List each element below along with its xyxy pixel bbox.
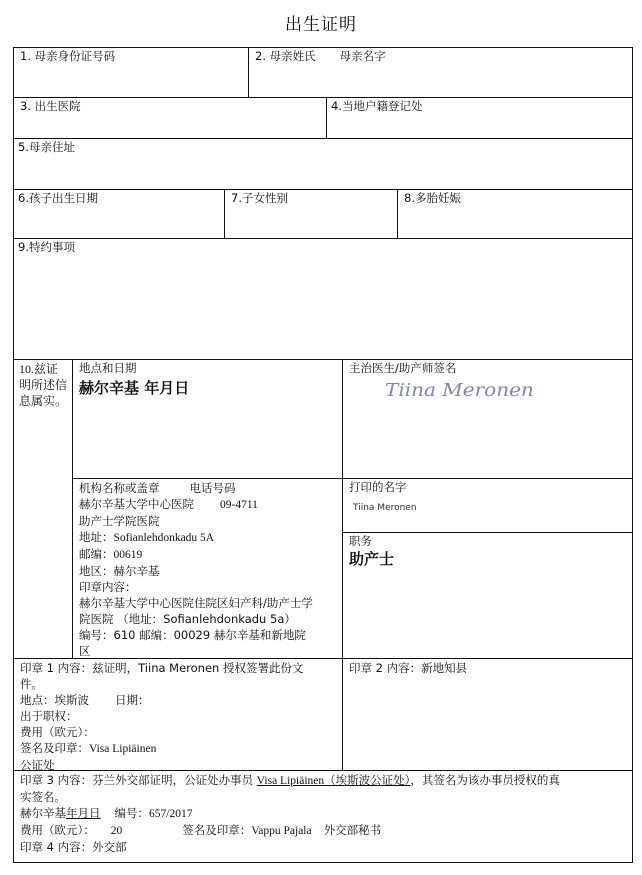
postcode-line <box>73 546 342 563</box>
field-birth-hospital[interactable] <box>13 97 327 139</box>
certification-label: 10.兹证明所述信息属实。 <box>19 362 68 408</box>
institution-line <box>73 496 342 513</box>
field-label: 9.特约事项 <box>18 240 75 254</box>
printed-name-value: Tiina Meronen <box>353 503 417 513</box>
place-date-value: 赫尔辛基 年月日 <box>79 379 190 397</box>
stamp1-fee: 费用（欧元）： <box>20 725 95 739</box>
stamp-line: 院医院 （地址：Sofianlehdonkadu 5a） <box>79 612 296 626</box>
institution-name: 赫尔辛基大学中心医院 <box>79 497 194 511</box>
stamp2-cell <box>342 658 633 771</box>
field-label: 7.子女性别 <box>231 191 288 205</box>
institution-cell[interactable] <box>72 478 343 659</box>
position-value: 助产士 <box>349 550 395 568</box>
position-label: 职务 <box>349 534 372 548</box>
stamp1-office: 公证处 <box>20 758 55 772</box>
stamp1-place-date <box>14 692 342 708</box>
stamp3-text: ，其签名为该办事员授权的真 <box>410 773 560 787</box>
postcode-value: 00619 <box>113 549 143 561</box>
place-date-label: 地点和日期 <box>79 361 137 375</box>
stamp3-signature-value: Vappu Pajala <box>251 825 312 837</box>
signature-label: 主治医生/助产师签名 <box>349 361 457 375</box>
address-label: 地址： <box>79 530 114 544</box>
address-line <box>73 529 342 546</box>
field-label: 6.孩子出生日期 <box>18 191 98 205</box>
field-mother-name[interactable] <box>248 47 633 98</box>
printed-name-label: 打印的名字 <box>349 480 407 494</box>
field-label <box>249 48 632 64</box>
stamp3-line2: 实签名。 <box>20 790 66 804</box>
institution-header <box>73 479 342 496</box>
place-date-cell[interactable] <box>72 359 343 479</box>
stamp-line: 赫尔辛基大学中心医院住院区妇产科/助产士学 <box>79 596 313 610</box>
stamp1-line: 件。 <box>20 677 43 691</box>
mother-surname-label: 2. 母亲姓氏 <box>255 49 316 63</box>
stamp1-signature <box>14 740 342 757</box>
stamp1-signature-value: Visa Lipiäinen <box>89 743 157 755</box>
district-value: 赫尔辛基 <box>113 564 160 578</box>
phone-value: 09-4711 <box>220 499 258 511</box>
stamp4-line: 印章 4 内容：外交部 <box>20 840 127 854</box>
phone-label: 电话号码 <box>189 481 236 495</box>
stamp3-notary-name: Visa Lipiäinen（埃斯波公证处） <box>256 775 411 787</box>
field-registry-office[interactable] <box>326 97 633 139</box>
certification-label-cell <box>13 359 73 659</box>
field-label: 1. 母亲身份证号码 <box>20 49 116 63</box>
stamp-label: 印章内容： <box>79 580 137 594</box>
stamp1-place: 地点：埃斯波 <box>20 693 89 707</box>
stamp3-text: 印章 3 内容：芬兰外交部证明，公证处办事员 <box>20 773 257 787</box>
printed-name-cell[interactable] <box>342 478 633 533</box>
field-label: 4.当地户籍登记处 <box>331 99 423 113</box>
stamp3-fee-value: 20 <box>110 825 123 837</box>
stamp3-number-label: 编号： <box>114 806 149 820</box>
stamp1-line: 印章 1 内容：兹证明，Tiina Meronen 授权签署此份文 <box>20 661 304 675</box>
stamp3-signature-label: 签名及印章： <box>182 823 252 837</box>
stamp-line: 区 <box>79 644 91 658</box>
stamp3-date: 年月日 <box>66 806 101 820</box>
document-title: 出生证明 <box>285 15 357 35</box>
stamp3-place-date-number <box>14 805 632 822</box>
mother-firstname-label: 母亲名字 <box>339 49 386 63</box>
stamp3-number-value: 657/2017 <box>149 808 193 820</box>
stamp3-signer-title: 外交部秘书 <box>323 823 382 837</box>
position-cell[interactable] <box>342 532 633 659</box>
stamp1-signature-label: 签名及印章： <box>20 741 89 755</box>
stamp1-cell <box>13 658 343 771</box>
stamp1-date: 日期： <box>115 693 150 707</box>
stamp-line: 编号：610 邮编：00029 赫尔辛基和新地院 <box>79 628 306 642</box>
field-label: 8.多胎妊娠 <box>404 191 461 205</box>
postcode-label: 邮编： <box>79 547 114 561</box>
stamp3-fee-label: 费用（欧元）： <box>20 823 95 837</box>
district-line <box>73 563 342 579</box>
institution-name2: 助产士学院医院 <box>79 514 160 528</box>
district-label: 地区： <box>79 564 114 578</box>
address-value: Sofianlehdonkadu 5A <box>113 532 215 544</box>
stamp3-line1 <box>14 771 632 789</box>
field-mother-address[interactable] <box>13 138 633 190</box>
field-special-notes[interactable] <box>13 238 633 360</box>
field-label: 3. 出生医院 <box>20 99 81 113</box>
stamp3-cell <box>13 770 633 863</box>
stamp3-place: 赫尔辛基 <box>20 806 66 820</box>
stamp3-fee-signature <box>14 822 632 839</box>
field-child-sex[interactable] <box>224 189 398 239</box>
stamp2-line: 印章 2 内容：新地知县 <box>349 661 468 675</box>
field-multiple-pregnancy[interactable] <box>397 189 633 239</box>
institution-label: 机构名称或盖章 <box>79 481 160 495</box>
signature-cell[interactable] <box>342 359 633 479</box>
field-mother-id[interactable] <box>13 47 249 98</box>
field-label: 5.母亲住址 <box>18 140 75 154</box>
stamp1-authority: 出于职权： <box>20 709 78 723</box>
handwritten-signature: Tiina Meronen <box>385 379 534 401</box>
field-birth-date[interactable] <box>13 189 225 239</box>
